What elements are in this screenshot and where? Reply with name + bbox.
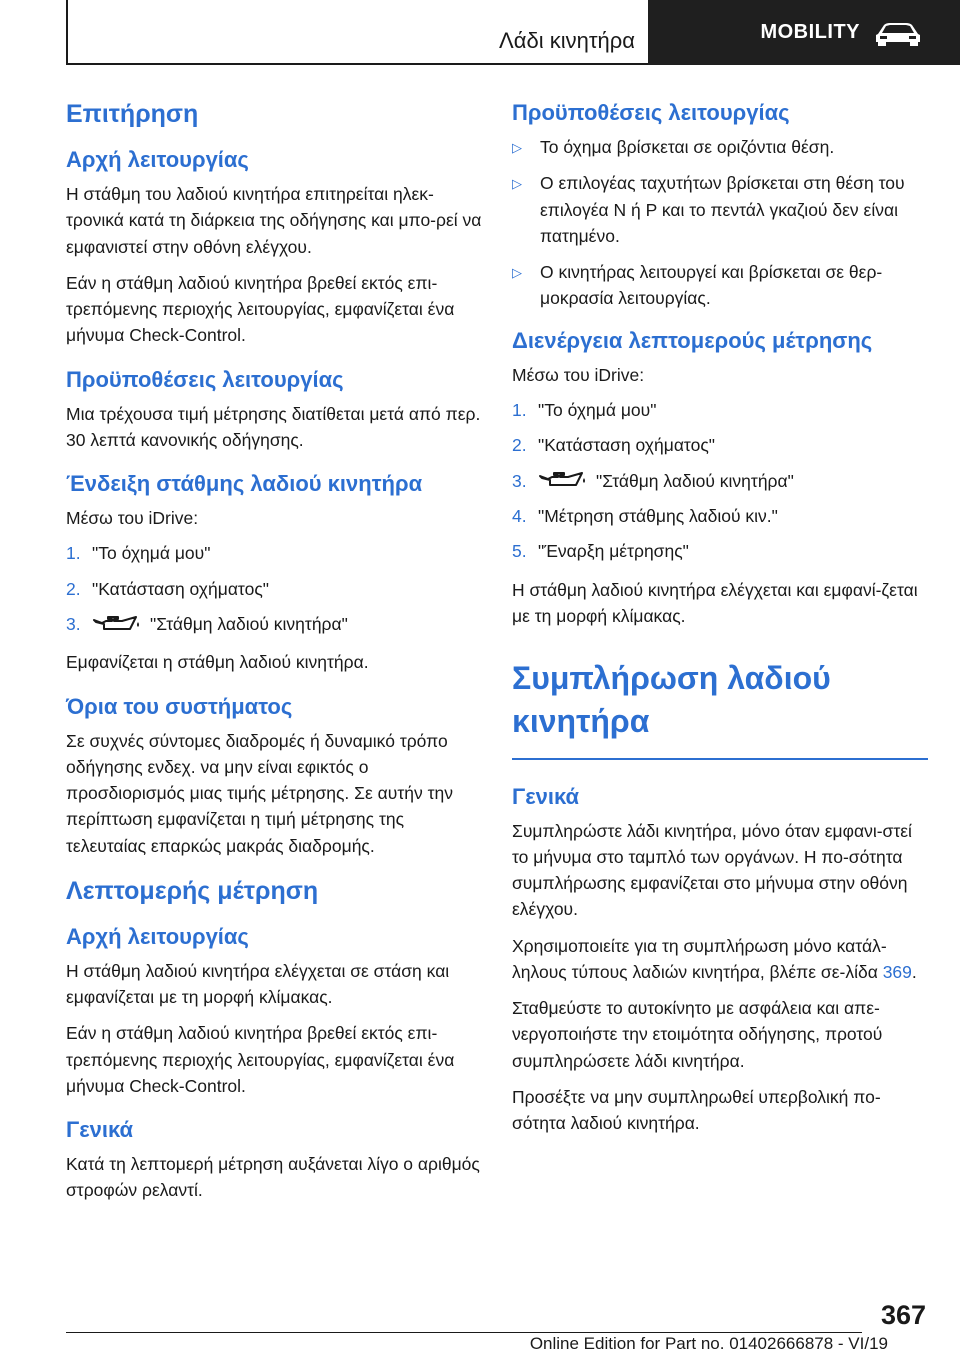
steps-list bbox=[66, 541, 486, 637]
paragraph: Σταθμεύστε το αυτοκίνητο με ασφάλεια και απε-νεργοποιήστε την ετοιμότητα οδήγησης, προτού συμπληρώσετε λάδι κινητήρα. bbox=[512, 998, 883, 1071]
paragraph: Εάν η στάθμη λαδιού κινητήρα βρεθεί εκτός επι-τρεπόμενης περιοχής λειτουργίας, εμφανίζεται ένα μήνυμα Check-Control. bbox=[66, 272, 455, 346]
header-left-rule bbox=[66, 0, 68, 64]
page-link[interactable]: 369 bbox=[882, 961, 912, 982]
list-item bbox=[512, 504, 932, 529]
step-number: 1. bbox=[66, 543, 81, 564]
oil-can-icon bbox=[92, 614, 142, 636]
step-number: 2. bbox=[512, 435, 527, 456]
paragraph: Μια τρέχουσα τιμή μέτρησης διατίθεται μετά από περ. 30 λεπτά κανονικής οδήγησης. bbox=[66, 403, 481, 450]
title-rule bbox=[512, 758, 928, 760]
paragraph: Εάν η στάθμη λαδιού κινητήρα βρεθεί εκτός επι-τρεπόμενης περιοχής λειτουργίας, εμφανίζεται ένα μήνυμα Check-Control. bbox=[66, 1023, 455, 1096]
brand-label: MOBILITY bbox=[760, 21, 860, 43]
list-item bbox=[512, 134, 932, 160]
bullet-text: Το όχημα βρίσκεται σε οριζόντια θέση. bbox=[540, 137, 835, 157]
subheading-oil-level-display: Ένδειξη στάθμης λαδιού κινητήρα bbox=[66, 471, 423, 496]
footer-rule bbox=[66, 1332, 862, 1333]
list-item bbox=[512, 170, 932, 249]
list-item bbox=[66, 577, 486, 602]
step-text: "Κατάσταση οχήματος" bbox=[538, 435, 715, 456]
paragraph: Προσέξτε να μην συμπληρωθεί υπερβολική πο-σότητα λαδιού κινητήρα. bbox=[512, 1086, 881, 1133]
step-text: "Στάθμη λαδιού κινητήρα" bbox=[150, 614, 348, 634]
subheading-requirements: Προϋποθέσεις λειτουργίας bbox=[512, 100, 790, 125]
list-item bbox=[512, 398, 932, 423]
list-item bbox=[66, 612, 486, 637]
subheading-general: Γενικά bbox=[512, 783, 580, 809]
paragraph: Μέσω του iDrive: bbox=[66, 508, 199, 528]
step-text: "Στάθμη λαδιού κινητήρα" bbox=[596, 470, 794, 491]
triangle-bullet-icon: ▷ bbox=[512, 265, 522, 280]
triangle-bullet-icon: ▷ bbox=[512, 176, 522, 192]
section-title-monitoring: Επιτήρηση bbox=[66, 100, 199, 128]
paragraph-text: Χρησιμοποιείτε για τη συμπλήρωση μόνο κατάλ-ληλους τύπους λαδιών κινητήρα, βλέπε σε-λίδα bbox=[512, 935, 887, 982]
header-bottom-rule bbox=[66, 63, 648, 65]
step-text: "Μέτρηση στάθμης λαδιού κιν." bbox=[538, 505, 778, 526]
edition-text: Online Edition for Part no. 01402666878 - VI/19 bbox=[529, 1334, 888, 1353]
list-item bbox=[512, 469, 932, 494]
step-number: 2. bbox=[66, 578, 81, 599]
step-text: "Έναρξη μέτρησης" bbox=[538, 541, 689, 562]
paragraph: Σε συχνές σύντομες διαδρομές ή δυναμικό τρόπο οδήγησης ενδεχ. να μην είναι εφικτός ο προσδιορισμός μιας τιμής μέτρησης. Σε αυτήν την περίπτωση εμφανίζεται η τιμή μέτρησης της τελευταίας επαρκώς μακράς διαδρομής. bbox=[66, 730, 453, 856]
list-item bbox=[512, 539, 932, 564]
step-number: 5. bbox=[512, 541, 527, 562]
step-text: "Κατάσταση οχήματος" bbox=[92, 578, 269, 599]
paragraph: Μέσω του iDrive: bbox=[512, 364, 645, 385]
steps-list bbox=[512, 398, 932, 565]
step-number: 3. bbox=[512, 470, 527, 491]
paragraph: Η στάθμη λαδιού κινητήρα ελέγχεται σε στάση και εμφανίζεται με τη μορφή κλίμακας. bbox=[66, 960, 450, 1008]
header-title: Λάδι κινητήρα bbox=[499, 28, 635, 53]
subheading-requirements: Προϋποθέσεις λειτουργίας bbox=[66, 366, 344, 392]
step-number: 3. bbox=[66, 614, 81, 634]
paragraph bbox=[512, 933, 932, 986]
step-number: 1. bbox=[512, 399, 527, 420]
paragraph: Η στάθμη λαδιού κινητήρα ελέγχεται και εμφανί-ζεται με τη μορφή κλίμακας. bbox=[512, 579, 918, 626]
step-text: "Το όχημά μου" bbox=[92, 543, 211, 564]
subheading-principle: Αρχή λειτουργίας bbox=[66, 923, 249, 949]
list-item bbox=[66, 541, 486, 566]
oil-can-icon bbox=[538, 470, 588, 492]
header-brand-tab bbox=[648, 0, 960, 65]
list-item bbox=[512, 259, 932, 312]
paragraph: Συμπληρώστε λάδι κινητήρα, μόνο όταν εμφανι-στεί το μήνυμα στο ταμπλό των οργάνων. Η πο-σότητα συμπλήρωσης εμφανίζεται στο μήνυμα στην οθόνη ελέγχου. bbox=[512, 820, 912, 920]
left-column bbox=[66, 100, 486, 1214]
subheading-general: Γενικά bbox=[66, 1117, 134, 1143]
triangle-bullet-icon: ▷ bbox=[512, 140, 522, 155]
subheading-system-limits: Όρια του συστήματος bbox=[66, 693, 293, 719]
subheading-perform-measurement: Διενέργεια λεπτομερούς μέτρησης bbox=[512, 327, 873, 353]
step-number: 4. bbox=[512, 505, 527, 526]
bullet-text: Ο κινητήρας λειτουργεί και βρίσκεται σε θερ-μοκρασία λειτουργίας. bbox=[540, 262, 883, 309]
paragraph: Κατά τη λεπτομερή μέτρηση αυξάνεται λίγο ο αριθμός στροφών ρελαντί. bbox=[66, 1154, 480, 1201]
list-item bbox=[512, 433, 932, 458]
paragraph: Εμφανίζεται η στάθμη λαδιού κινητήρα. bbox=[66, 652, 369, 673]
paragraph: Η στάθμη του λαδιού κινητήρα επιτηρείται ηλεκ-τρονικά κατά τη διάρκεια της οδήγησης και μπο-ρεί να εμφανιστεί στην οθόνη ελέγχου. bbox=[66, 184, 482, 257]
right-column bbox=[512, 100, 932, 1146]
paragraph-text: . bbox=[911, 961, 917, 982]
requirements-list bbox=[512, 134, 932, 312]
section-title-detailed-measurement: Λεπτομερής μέτρηση bbox=[66, 876, 319, 905]
subheading-principle: Αρχή λειτουργίας bbox=[66, 147, 249, 172]
chapter-title-refill: Συμπλήρωση λαδιού κινητήρα bbox=[512, 660, 831, 740]
step-text: "Το όχημά μου" bbox=[538, 399, 657, 420]
car-icon bbox=[872, 20, 924, 46]
bullet-text: Ο επιλογέας ταχυτήτων βρίσκεται στη θέση του επιλογέα N ή P και το πεντάλ γκαζιού δεν είναι πατημένο. bbox=[540, 173, 905, 246]
page-number: 367 bbox=[880, 1300, 926, 1330]
page-header bbox=[0, 0, 960, 66]
